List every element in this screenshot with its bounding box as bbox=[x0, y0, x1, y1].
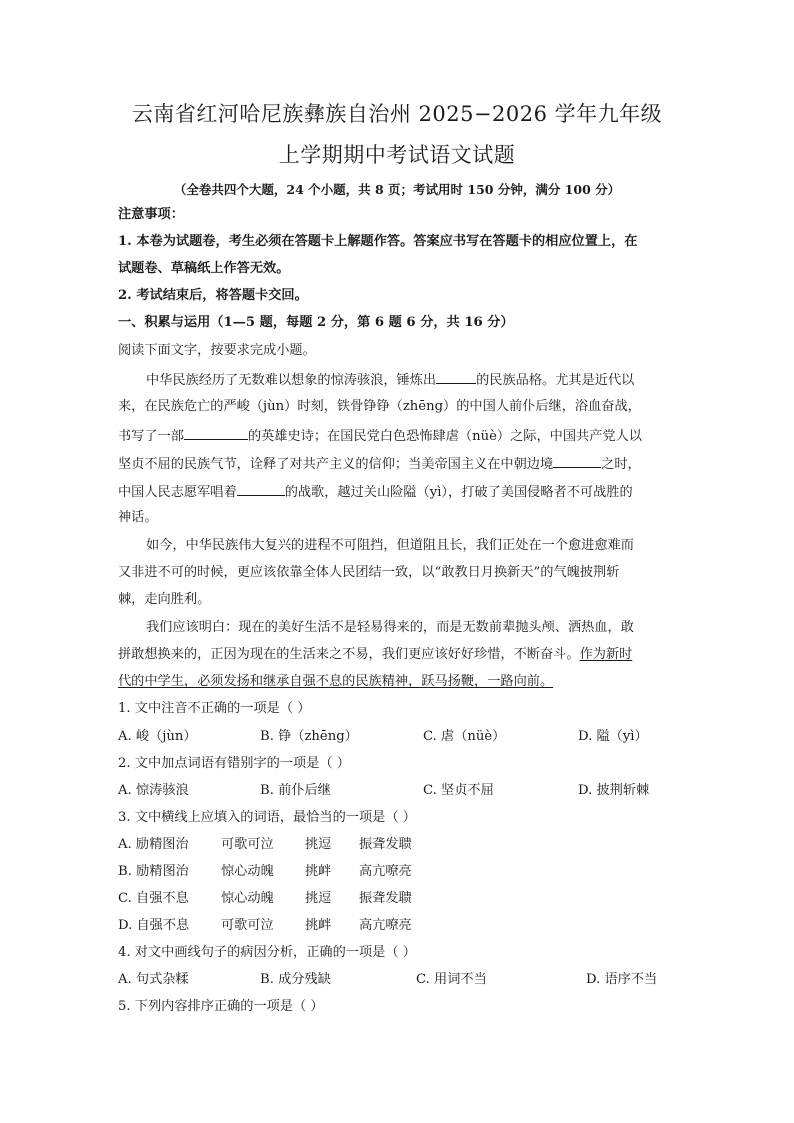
passage-p1-line4 bbox=[118, 454, 641, 474]
passage-text: 中华民族经历了无数难以想象的惊涛骇浪，锤炼出 bbox=[146, 373, 437, 388]
exam-title-line2: 上学期期中考试语文试题 bbox=[278, 143, 516, 167]
passage-text: 书写了一部 bbox=[118, 429, 184, 444]
fill-blank-2 bbox=[184, 426, 248, 440]
question-2: 2. 文中加点词语有错别字的一项是（ ） bbox=[118, 756, 350, 771]
q3-option-d-word4: 高亢嘹亮 bbox=[359, 918, 412, 933]
passage-text: 中国人民志愿军唱着 bbox=[118, 485, 237, 500]
q4-option-c: C. 用词不当 bbox=[416, 972, 487, 987]
exam-subtitle: （全卷共四个大题，24 个小题，共 8 页；考试用时 150 分钟，满分 100 分） bbox=[173, 182, 621, 197]
q3-option-d-word1: D. 自强不息 bbox=[118, 918, 190, 933]
q3-option-b-word1: B. 励精图治 bbox=[118, 864, 189, 879]
q2-option-a: A. 惊涛骇浪 bbox=[118, 783, 189, 798]
passage-p1-line5 bbox=[118, 482, 633, 502]
fill-blank-3 bbox=[553, 454, 601, 468]
fill-blank-4 bbox=[237, 482, 285, 496]
q1-option-c: C. 虐（nüè） bbox=[423, 729, 506, 744]
passage-p2-line3: 棘，走向胜利。 bbox=[118, 592, 211, 607]
q1-option-a: A. 峻（jùn） bbox=[118, 729, 197, 744]
notice-item-2: 2. 考试结束后，将答题卡交回。 bbox=[118, 288, 308, 303]
passage-p1-line1 bbox=[146, 370, 634, 390]
q3-option-c-word1: C. 自强不息 bbox=[118, 891, 189, 906]
notice-item-1a: 1. 本卷为试题卷，考生必须在答题卡上解题作答。答案应书写在答题卡的相应位置上，在 bbox=[118, 234, 638, 249]
reading-instruction: 阅读下面文字，按要求完成小题。 bbox=[118, 343, 316, 358]
passage-p3-line2 bbox=[118, 646, 632, 664]
section-1-heading: 一、积累与运用（1—5 题，每题 2 分，第 6 题 6 分，共 16 分） bbox=[118, 315, 514, 330]
q4-option-a: A. 句式杂糅 bbox=[118, 972, 189, 987]
q3-option-c-word3: 挑逗 bbox=[305, 891, 332, 906]
q3-option-a-word1: A. 励精图治 bbox=[118, 837, 189, 852]
q3-option-d-word2: 可歌可泣 bbox=[221, 918, 274, 933]
q3-option-b-word4: 高亢嘹亮 bbox=[359, 864, 412, 879]
q3-option-d-word3: 挑衅 bbox=[305, 918, 332, 933]
q1-option-d: D. 隘（yì） bbox=[578, 729, 648, 744]
q3-option-a-word3: 挑逗 bbox=[305, 837, 332, 852]
q3-option-c-word2: 惊心动魄 bbox=[221, 891, 274, 906]
notice-heading: 注意事项： bbox=[118, 207, 184, 222]
passage-p1-line6: 神话。 bbox=[118, 510, 158, 525]
q3-option-c-word4: 振聋发聩 bbox=[359, 891, 412, 906]
passage-p2-line1: 如今，中华民族伟大复兴的进程不可阻挡，但道阻且长，我们正处在一个愈进愈难而 bbox=[146, 538, 634, 553]
passage-text: 坚贞不屈的民族气节，诠释了对共产主义的信仰；当美帝国主义在中朝边境 bbox=[118, 457, 554, 472]
question-4: 4. 对文中画线句子的病因分析，正确的一项是（ ） bbox=[118, 945, 416, 960]
q3-option-a-word2: 可歌可泣 bbox=[221, 837, 274, 852]
q2-option-b: B. 前仆后继 bbox=[260, 783, 331, 798]
q2-option-d: D. 披荆斩棘 bbox=[578, 783, 650, 798]
question-5: 5. 下列内容排序正确的一项是（ ） bbox=[118, 999, 324, 1014]
q4-option-d: D. 语序不当 bbox=[586, 972, 658, 987]
q3-option-b-word3: 挑衅 bbox=[305, 864, 332, 879]
q3-option-b-word2: 惊心动魄 bbox=[221, 864, 274, 879]
q3-option-a-word4: 振聋发聩 bbox=[359, 837, 412, 852]
passage-p1-line3 bbox=[118, 426, 642, 446]
notice-item-1b: 试题卷、草稿纸上作答无效。 bbox=[118, 261, 290, 276]
passage-text: 的民族品格。尤其是近代以 bbox=[476, 373, 635, 388]
q4-option-b: B. 成分残缺 bbox=[260, 972, 331, 987]
passage-p1-line2: 来，在民族危亡的严峻（jùn）时刻，铁骨铮铮（zhēng）的中国人前仆后继，浴血奋战， bbox=[118, 399, 641, 414]
underlined-sentence: 代的中学生，必须发扬和继承自强不息的民族精神，跃马扬鞭，一路向前。 bbox=[118, 674, 554, 689]
passage-text: 拼敢想换来的，正因为现在的生活来之不易，我们更应该好好珍惜，不断奋斗。 bbox=[118, 647, 580, 662]
fill-blank-1 bbox=[436, 370, 476, 384]
question-3: 3. 文中横线上应填入的词语，最恰当的一项是（ ） bbox=[118, 810, 416, 825]
q2-option-c: C. 坚贞不屈 bbox=[423, 783, 494, 798]
q1-option-b: B. 铮（zhēng） bbox=[260, 729, 358, 744]
passage-p3-line1: 我们应该明白：现在的美好生活不是轻易得来的，而是无数前辈抛头颅、洒热血，敢 bbox=[146, 620, 634, 635]
passage-p2-line2: 又非进不可的时候，更应该依靠全体人民团结一致，以“敢教日月换新天”的气魄披荆斩 bbox=[118, 565, 620, 580]
question-1: 1. 文中注音不正确的一项是（ ） bbox=[118, 701, 311, 716]
underlined-sentence-start: 作为新时 bbox=[579, 647, 633, 662]
passage-text: 的英雄史诗；在国民党白色恐怖肆虐（nüè）之际，中国共产党人以 bbox=[247, 429, 642, 444]
passage-text: 之时， bbox=[601, 457, 641, 472]
passage-text: 的战歌，越过关山险隘（yì），打破了美国侵略者不可战胜的 bbox=[284, 485, 633, 500]
exam-title-line1: 云南省红河哈尼族彝族自治州 2025−2026 学年九年级 bbox=[131, 102, 663, 126]
